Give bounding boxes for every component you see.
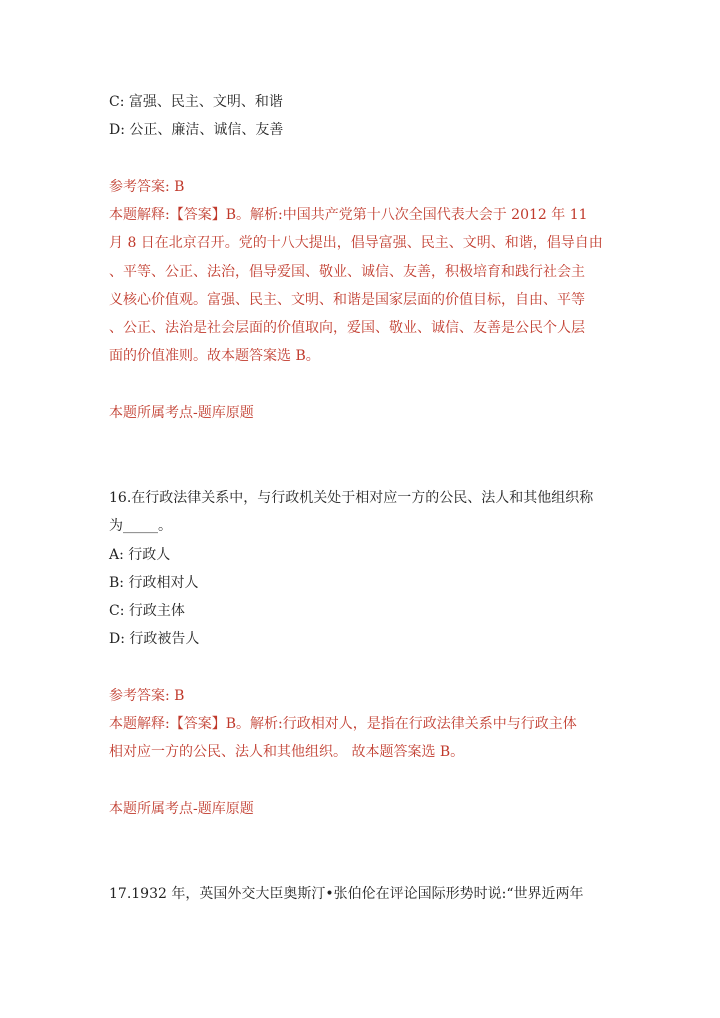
q15-explanation-line: 面的价值准则。故本题答案选 B。 bbox=[109, 348, 320, 364]
q16-stem-line: 为_____。 bbox=[109, 518, 172, 534]
q15-explanation-line: 本题解释:【答案】B。解析:中国共产党第十八次全国代表大会于 2012 年 11 bbox=[109, 207, 588, 223]
q15-answer: 参考答案: B bbox=[109, 179, 185, 195]
q15-explanation-line: 义核心价值观。富强、民主、文明、和谐是国家层面的价值目标，自由、平等 bbox=[109, 292, 585, 308]
q16-source: 本题所属考点-题库原题 bbox=[109, 801, 254, 817]
q16-option-a: A: 行政人 bbox=[109, 547, 171, 563]
q15-explanation-line: 、公正、法治是社会层面的价值取向，爱国、敬业、诚信、友善是公民个人层 bbox=[109, 320, 585, 336]
q15-source: 本题所属考点-题库原题 bbox=[109, 405, 254, 421]
q16-stem-line: 16.在行政法律关系中，与行政机关处于相对应一方的公民、法人和其他组织称 bbox=[109, 490, 594, 506]
q16-answer: 参考答案: B bbox=[109, 688, 185, 704]
q15-option-d: D: 公正、廉洁、诚信、友善 bbox=[109, 122, 284, 138]
q16-explanation-line: 相对应一方的公民、法人和其他组织。 故本题答案选 B。 bbox=[109, 744, 465, 760]
q17-stem-line: 17.1932 年，英国外交大臣奥斯汀•张伯伦在评论国际形势时说:“世界近两年 bbox=[109, 886, 584, 902]
q15-explanation-line: 月 8 日在北京召开。党的十八大提出，倡导富强、民主、文明、和谐，倡导自由 bbox=[109, 235, 603, 251]
q16-explanation-line: 本题解释:【答案】B。解析:行政相对人，是指在行政法律关系中与行政主体 bbox=[109, 716, 577, 732]
q16-option-d: D: 行政被告人 bbox=[109, 631, 200, 647]
q16-option-b: B: 行政相对人 bbox=[109, 575, 199, 591]
q15-option-c: C: 富强、民主、文明、和谐 bbox=[109, 94, 283, 110]
q16-option-c: C: 行政主体 bbox=[109, 603, 185, 619]
q15-explanation-line: 、平等、公正、法治，倡导爱国、敬业、诚信、友善，积极培育和践行社会主 bbox=[109, 264, 585, 280]
